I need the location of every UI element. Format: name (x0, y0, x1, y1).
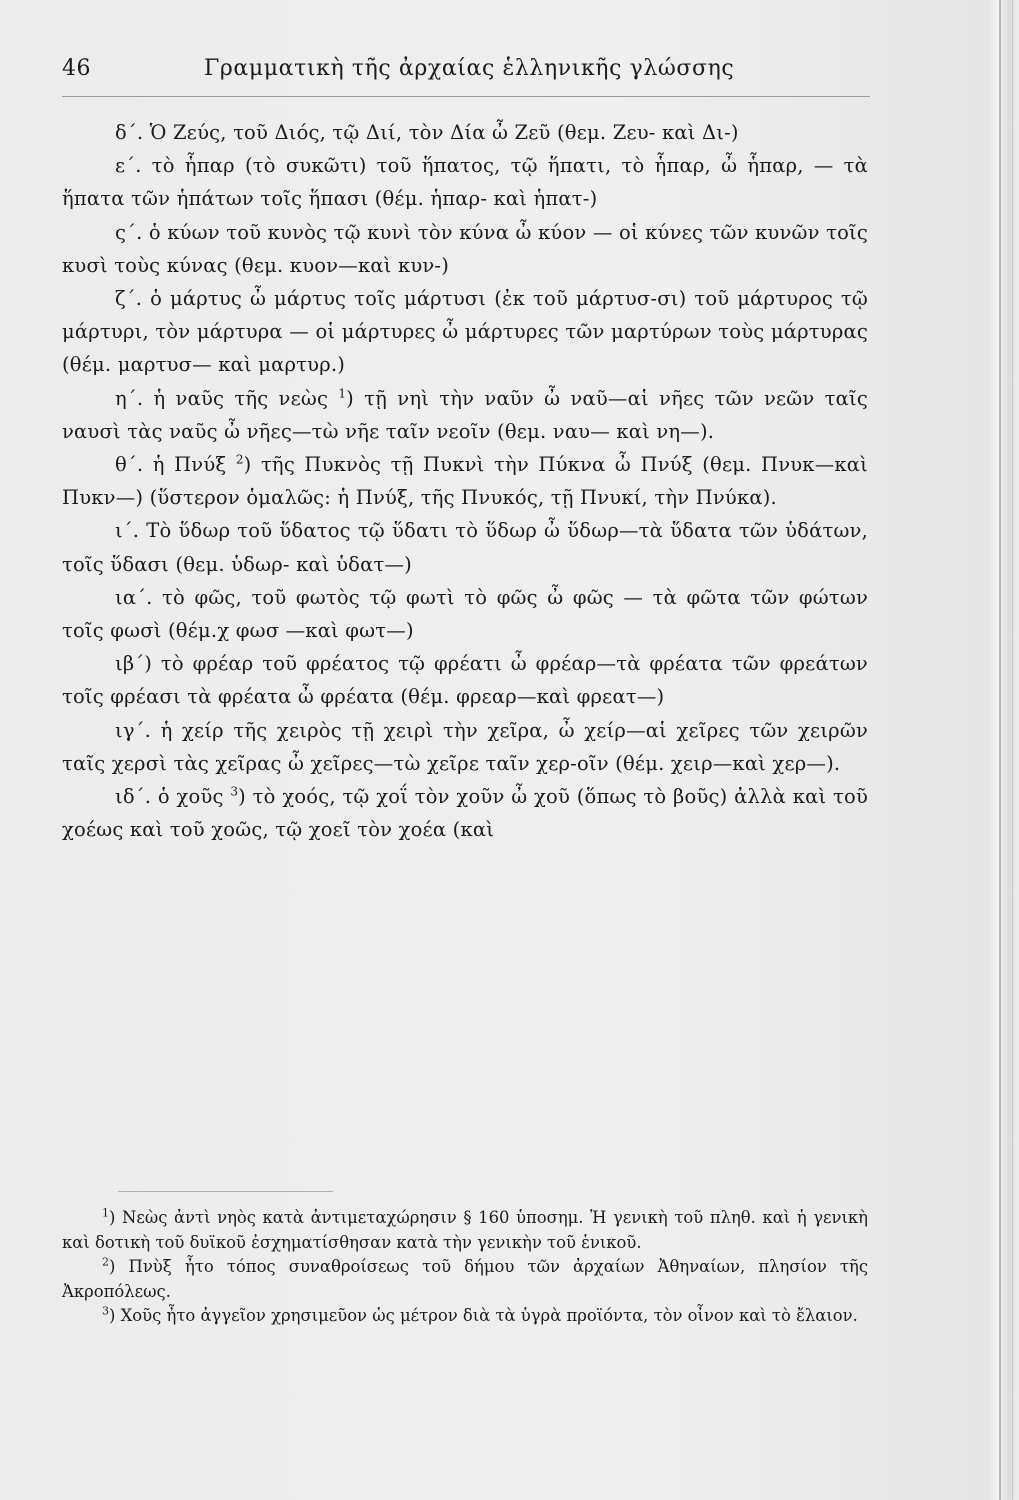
footnote-rule (118, 1191, 333, 1192)
footnote-number: 2 (102, 1255, 109, 1269)
footnote-number: 1 (102, 1206, 109, 1220)
paradigm-entry-zeta: ζ΄. ὁ μάρτυς ὦ μάρτυς τοῖς μάρτυσι (ἐκ τοῦ μάρτυσ-σι) τοῦ μάρτυρος τῷ μάρτυρι, τὸν μάρτυρα — οἱ μάρτυρες ὦ μάρτυρες τῶν μαρτύρων τοὺς μάρτυρας (θέμ. μαρτυσ— καὶ μαρτυρ.) (62, 287, 868, 377)
entry-text: ) τῇ νηὶ τὴν ναῦν ὦ ναῦ—αἱ νῆες τῶν νεῶν ταῖς ναυσὶ τὰς ναῦς ὦ νῆες—τὼ νῆε ταῖν νεοῖν (θεμ. ναυ— καὶ νη—). (62, 386, 868, 443)
entry-text: η΄. ἡ ναῦς τῆς νεὼς (115, 386, 339, 410)
paradigm-entry-14 (62, 780, 868, 846)
running-title: Γραμματικὴ τῆς ἀρχαίας ἑλληνικῆς γλώσσης (204, 56, 735, 81)
paradigm-entry-11: ια΄. τὸ φῶς, τοῦ φωτὸς τῷ φωτὶ τὸ φῶς ὦ φῶς — τὰ φῶτα τῶν φώτων τοῖς φωσὶ (θέμ.χ φωσ —καὶ φωτ—) (62, 585, 868, 643)
footnotes (62, 1206, 868, 1329)
page-number: 46 (62, 56, 91, 81)
page-edge-line (1012, 0, 1013, 1500)
paradigm-entry-12: ιβ΄) τὸ φρέαρ τοῦ φρέατος τῷ φρέατι ὦ φρέαρ—τὰ φρέατα τῶν φρεάτων τοῖς φρέασι τὰ φρέατα ὦ φρέατα (θέμ. φρεαρ—καὶ φρεατ—) (62, 652, 868, 709)
main-text (62, 116, 868, 846)
footnote-text: ) Πνὺξ ἦτο τόπος συναθροίσεως τοῦ δήμου τῶν ἀρχαίων Ἀθηναίων, πλησίον τῆς Ἀκροπόλεως. (62, 1257, 868, 1301)
paradigm-entry-eta (62, 382, 868, 448)
footnote-text: ) Νεὼς ἀντὶ νηὸς κατὰ ἀντιμεταχώρησιν § 160 ὑποσημ. Ἡ γενικὴ τοῦ πληθ. καὶ ἡ γενικὴ καὶ δοτικὴ τοῦ δυϊκοῦ ἐσχηματίσθησαν κατὰ τὴν γενικὴν τοῦ ἑνικοῦ. (62, 1208, 868, 1252)
footnote-text: ) Χοῦς ἦτο ἀγγεῖον χρησιμεῦον ὡς μέτρον διὰ τὰ ὑγρὰ προϊόντα, τὸν οἶνον καὶ τὸ ἔλαιον. (109, 1306, 858, 1326)
footnote-1 (62, 1206, 868, 1255)
paradigm-entry-iota: ι΄. Τὸ ὕδωρ τοῦ ὕδατος τῷ ὕδατι τὸ ὕδωρ ὦ ὕδωρ—τὰ ὕδατα τῶν ὑδάτων, τοῖς ὕδασι (θεμ. ὑδωρ- καὶ ὑδατ—) (62, 519, 868, 576)
footnote-number: 3 (102, 1304, 109, 1318)
paradigm-entry-delta: δ΄. Ὁ Ζεύς, τοῦ Διός, τῷ Διί, τὸν Δία ὦ Ζεῦ (θεμ. Ζευ- καὶ Δι-) (115, 121, 739, 144)
footnote-ref: 3 (230, 784, 239, 799)
footnote-ref: 2 (235, 452, 244, 467)
paradigm-entry-13: ιγ΄. ἡ χείρ τῆς χειρὸς τῇ χειρὶ τὴν χεῖρα, ὦ χείρ—αἱ χεῖρες τῶν χειρῶν ταῖς χερσὶ τὰς χεῖρας ὦ χεῖρες—τὼ χεῖρε ταῖν χερ-οῖν (θέμ. χειρ—καὶ χερ—). (62, 718, 868, 775)
footnote-3 (62, 1304, 868, 1329)
footnote-ref: 1 (338, 386, 347, 401)
page-edge-shadow (999, 0, 1001, 1500)
paradigm-entry-theta (62, 448, 868, 514)
paradigm-entry-stigma: ς΄. ὁ κύων τοῦ κυνὸς τῷ κυνὶ τὸν κύνα ὦ κύον — οἱ κύνες τῶν κυνῶν τοῖς κυσὶ τοὺς κύνας (θεμ. κυον—καὶ κυν-) (62, 220, 868, 277)
footnote-2 (62, 1255, 868, 1304)
running-header (62, 56, 874, 90)
entry-text: ) τῆς Πυκνὸς τῇ Πυκνὶ τὴν Πύκνα ὦ Πνύξ (θεμ. Πνυκ—καὶ Πυκν—) (ὕστερον ὁμαλῶς: ἡ Πνύξ, τῆς Πνυκός, τῇ Πνυκί, τὴν Πνύκα). (62, 453, 868, 510)
entry-text: ιδ΄. ὁ χοῦς (115, 785, 231, 809)
entry-text: θ΄. ἡ Πνύξ (115, 453, 236, 477)
header-rule (62, 96, 870, 97)
paradigm-entry-epsilon: ε΄. τὸ ἧπαρ (τὸ συκῶτι) τοῦ ἥπατος, τῷ ἥπατι, τὸ ἧπαρ, ὦ ἧπαρ, — τὰ ἥπατα τῶν ἡπάτων τοῖς ἥπασι (θέμ. ἡπαρ- καὶ ἡπατ-) (62, 154, 868, 211)
entry-text: ) τὸ χοός, τῷ χοΐ τὸν χοῦν ὦ χοῦ (ὅπως τὸ βοῦς) ἀλλὰ καὶ τοῦ χοέως καὶ τοῦ χοῶς, τῷ χοεῖ τὸν χοέα (καὶ (62, 785, 868, 842)
